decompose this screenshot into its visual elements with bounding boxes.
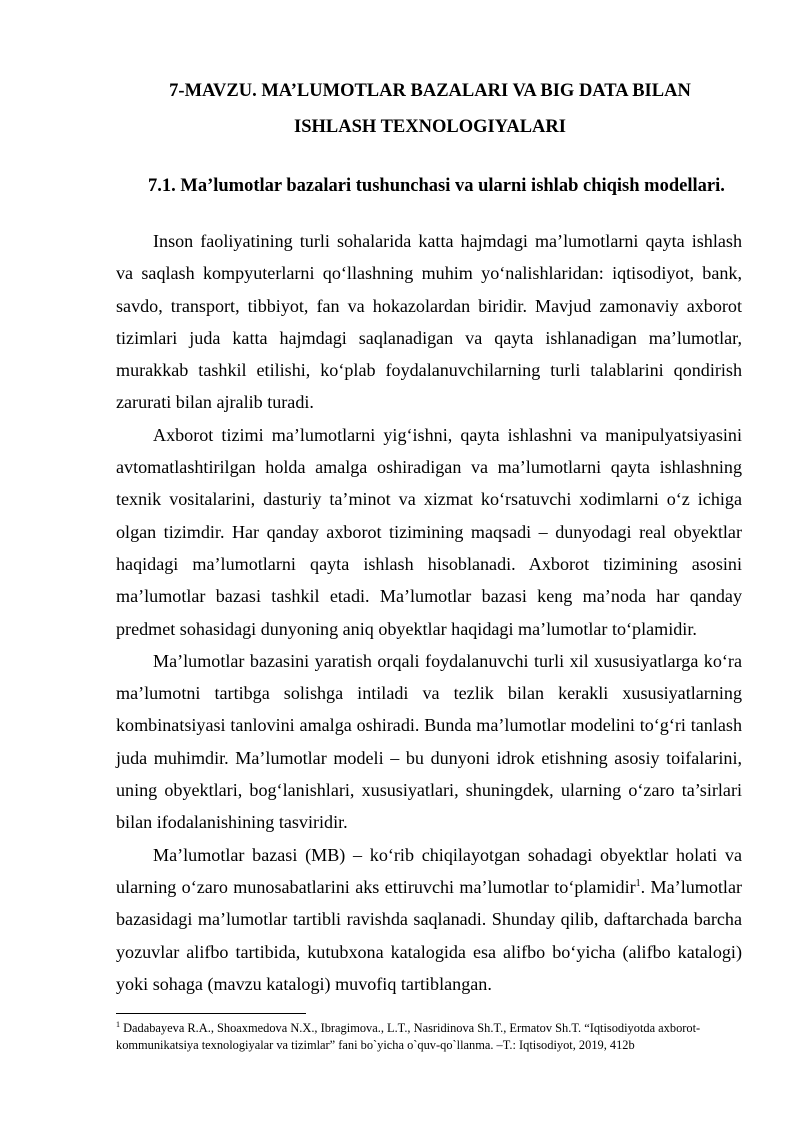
body-text bbox=[116, 225, 742, 1000]
footnote-text: Dadabayeva R.A., Shoaxmedova N.X., Ibragimova., L.T., Nasridinova Sh.T., Ermatov Sh.T. “Iqtisodiyotda axborot-kommunikatsiya texnologiyalar va tizimlar” fani bo`yicha o`quv-qo`llanma. –T.: Iqtisodiyot, 2019, 412b bbox=[116, 1021, 701, 1052]
paragraph-2: Axborot tizimi ma’lumotlarni yig‘ishni, qayta ishlashni va manipulyatsiyasini avtomatlashtirilgan holda amalga oshiradigan va ma’lumotlarni qayta ishlashning texnik vositalarini, dasturiy ta’minot va xizmat ko‘rsatuvchi xodimlarni o‘z ichiga olgan tizimdir. Har qanday axborot tizimining maqsadi – dunyodagi real obyektlar haqidagi ma’lumotlarni qayta ishlash hisoblanadi. Axborot tizimining asosini ma’lumotlar bazasi tashkil etadi. Ma’lumotlar bazasi keng ma’noda har qanday predmet sohasidagi dunyoning aniq obyektlar haqidagi ma’lumotlar to‘plamidir. bbox=[116, 424, 742, 639]
footnote-marker: 1 bbox=[116, 1019, 120, 1029]
paragraph-1: Inson faoliyatining turli sohalarida katta hajmdagi ma’lumotlarni qayta ishlash va saqlash kompyuterlarni qo‘llashning muhim yo‘nalishlaridan: iqtisodiyot, bank, savdo, transport, tibbiyot, fan va hokazolardan biridir. Mavjud zamonaviy axborot tizimlari juda katta hajmdagi saqlanadigan va qayta ishlanadigan ma’lumotlar, murakkab tashkil etilishi, ko‘plab foydalanuvchilarning turli talablarini qondirish zarurati bilan ajralib turadi. bbox=[116, 231, 742, 413]
paragraph-3: Ma’lumotlar bazasini yaratish orqali foydalanuvchi turli xil xususiyatlarga ko‘ra ma’lumotni tartibga solishga intiladi va tezlik bilan kerakli xususiyatlarning kombinatsiyasi tanlovini amalga oshiradi. Bunda ma’lumotlar modelini to‘g‘ri tanlash juda muhimdir. Ma’lumotlar modeli – bu dunyoni idrok etishning asosiy toifalarini, uning obyektlari, bog‘lanishlari, xususiyatlari, shuningdek, ularning o‘zaro ta’sirlari bilan ifodalanishining tasviridir. bbox=[116, 650, 742, 833]
paragraph-4 bbox=[116, 839, 742, 1000]
footnote-separator bbox=[116, 1013, 306, 1014]
section-heading: 7.1. Ma’lumotlar bazalari tushunchasi va ularni ishlab chiqish modellari. bbox=[148, 176, 725, 196]
title-line-1: 7-MAVZU. MA’LUMOTLAR BAZALARI VA BIG DATA BILAN bbox=[169, 81, 691, 101]
footnote bbox=[116, 1020, 744, 1053]
page-title bbox=[100, 73, 760, 145]
paragraph-4-text-a: Ma’lumotlar bazasi (MB) – ko‘rib chiqilayotgan sohadagi obyektlar holati va ularning o‘zaro munosabatlarini aks ettiruvchi ma’lumotlar to‘plamidir bbox=[116, 844, 742, 897]
footnote-reference[interactable]: 1 bbox=[635, 877, 641, 889]
paragraph-4-text-b: . Ma’lumotlar bazasidagi ma’lumotlar tartibli ravishda saqlanadi. Shunday qilib, daftarchada barcha yozuvlar alifbo tartibida, kutubxona katalogida esa alifbo bo‘yicha (alifbo katalogi) yoki sohaga (mavzu katalogi) muvofiq tartiblangan. bbox=[116, 876, 743, 994]
title-line-2: ISHLASH TEXNOLOGIYALARI bbox=[294, 117, 566, 137]
